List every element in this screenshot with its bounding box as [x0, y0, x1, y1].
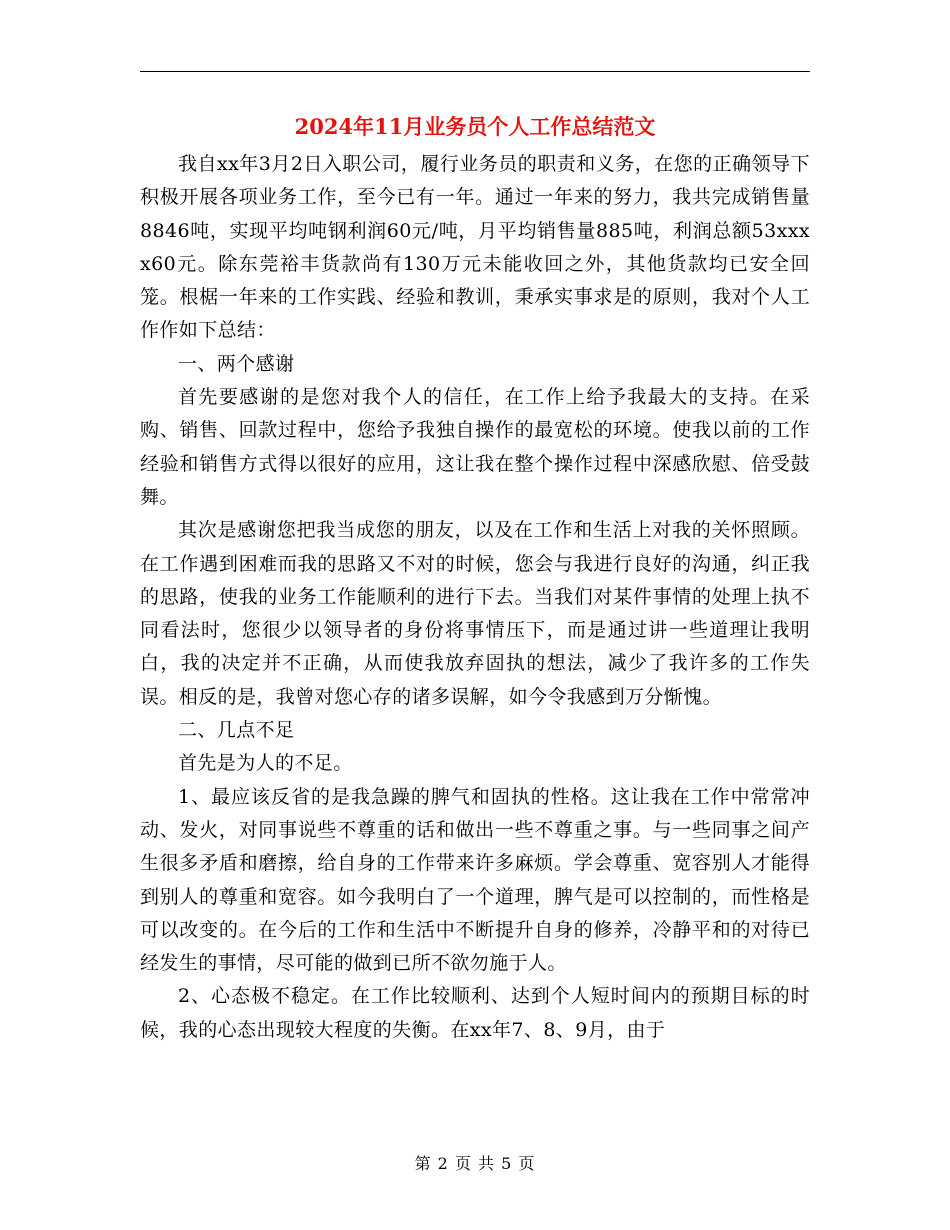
section-heading-shortcomings: 二、几点不足 — [178, 719, 295, 742]
page-number-footer: 第 2 页 共 5 页 — [414, 1154, 536, 1173]
paragraph-shortcoming-2: 2、心态极不稳定。在工作比较顺利、达到个人短时间内的预期目标的时候，我的心态出现较大程度的失衡。在xx年7、8、9月，由于 — [140, 985, 810, 1041]
paragraph-shortcoming-intro: 首先是为人的不足。 — [178, 752, 353, 775]
document-body — [140, 148, 810, 1047]
document-title: 2024年11月业务员个人工作总结范文 — [294, 114, 656, 139]
paragraph-intro: 我自xx年3月2日入职公司，履行业务员的职责和义务，在您的正确领导下积极开展各项业务工作，至今已有一年。通过一年来的努力，我共完成销售量8846吨，实现平均吨钢利润60元/吨，月平均销售量885吨，利润总额53xxxx60元。除东莞裕丰货款尚有130万元未能收回之外，其他货款均已安全回笼。根椐一年来的工作实践、经验和教训，秉承实事求是的原则，我对个人工作作如下总结： — [140, 153, 810, 342]
paragraph-shortcoming-1: 1、最应该反省的是我急躁的脾气和固执的性格。这让我在工作中常常冲动、发火，对同事说些不尊重的话和做出一些不尊重之事。与一些同事之间产生很多矛盾和磨擦，给自身的工作带来许多麻烦。学会尊重、宽容别人才能得到别人的尊重和宽容。如今我明白了一个道理，脾气是可以控制的，而性格是可以改变的。在今后的工作和生活中不断提升自身的修养，冷静平和的对待已经发生的事情，尽可能的做到已所不欲勿施于人。 — [140, 785, 810, 975]
header-rule — [140, 71, 810, 72]
section-heading-thanks: 一、两个感谢 — [178, 352, 295, 375]
paragraph-thanks-first: 首先要感谢的是您对我个人的信任，在工作上给予我最大的支持。在采购、销售、回款过程中，您给予我独自操作的最宽松的环境。使我以前的工作经验和销售方式得以很好的应用，这让我在整个操作过程中深感欣慰、倍受鼓舞。 — [140, 386, 810, 508]
paragraph-thanks-second: 其次是感谢您把我当成您的朋友，以及在工作和生活上对我的关怀照顾。在工作遇到困难而我的思路又不对的时候，您会与我进行良好的沟通，纠正我的思路，使我的业务工作能顺利的进行下去。当我们对某件事情的处理上执不同看法时，您很少以领导者的身份将事情压下，而是通过讲一些道理让我明白，我的决定并不正确，从而使我放弃固执的想法，减少了我许多的工作失误。相反的是，我曾对您心存的诸多误解，如今令我感到万分惭愧。 — [140, 519, 810, 708]
